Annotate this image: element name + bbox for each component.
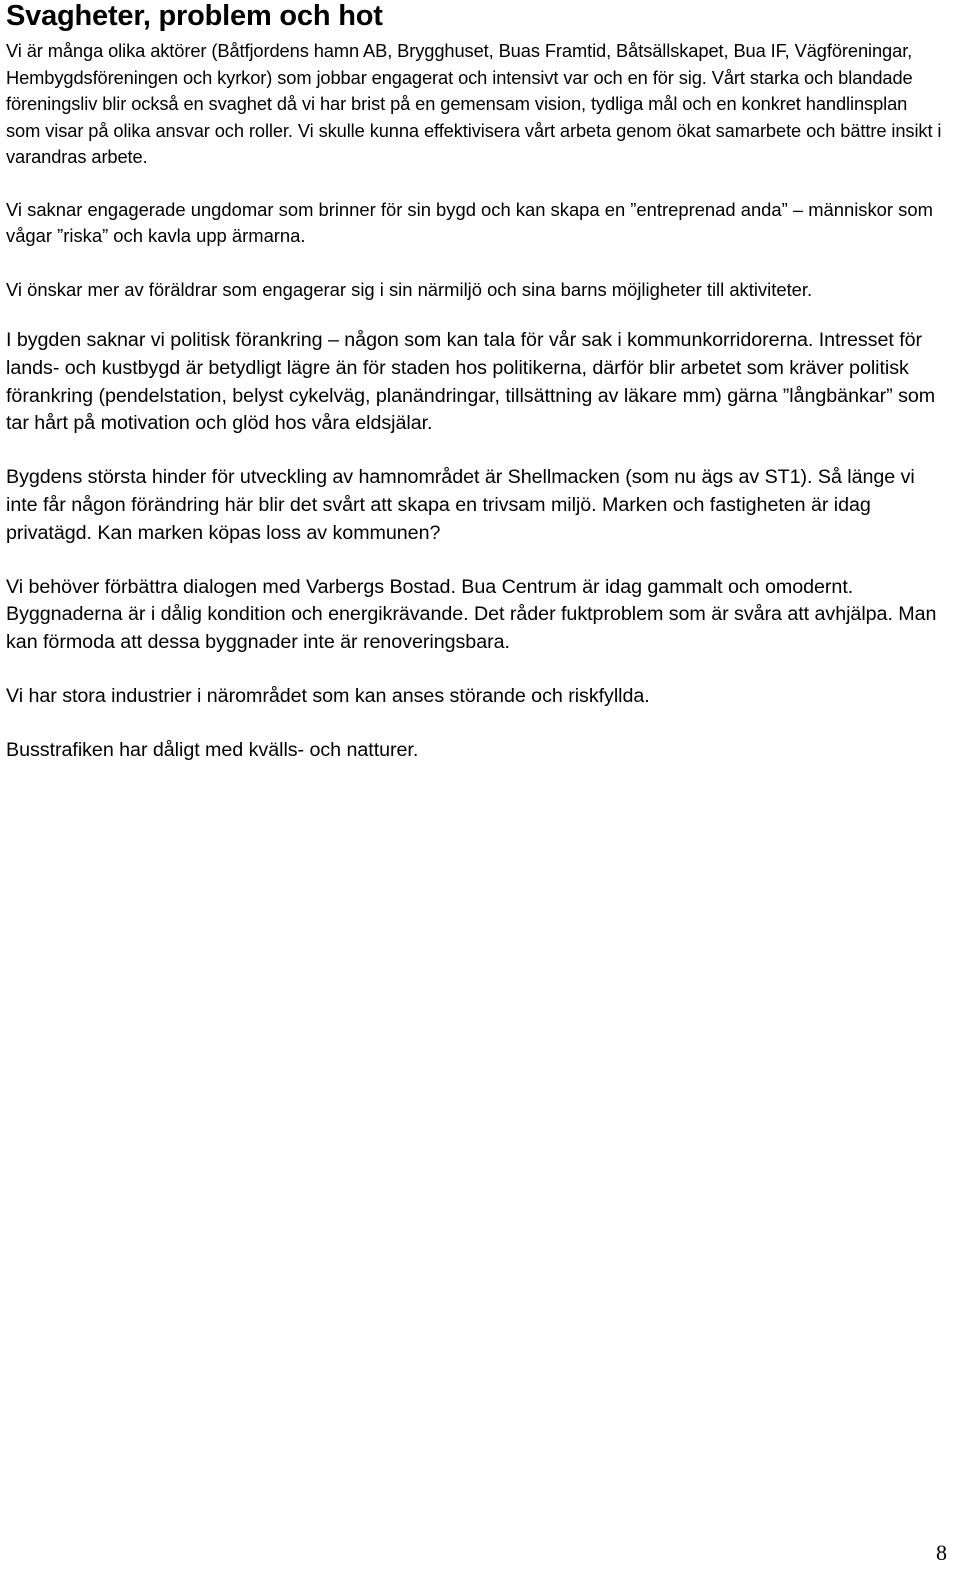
paragraph-shellmacken: Bygdens största hinder för utveckling av hamnområdet är Shellmacken (som nu ägs av ST1). Så länge vi inte får någon förändring här blir det svårt att skapa en trivsam miljö. Marken och fastigheten är idag privatägd. Kan marken köpas loss av kommunen? [6,466,915,544]
paragraph-actors: Vi är många olika aktörer (Båtfjordens hamn AB, Brygghuset, Buas Framtid, Båtsällskapet, Bua IF, Vägföreningar, Hembygdsföreningen och kyrkor) som jobbar engagerat och intensivt var och en för sig. Vårt starka och blandade föreningsliv blir också en svaghet då vi har brist på en gemensam vision, tydliga mål och en konkret handlinsplan som visar på olika ansvar och roller. Vi skulle kunna effektivisera vårt arbeta genom ökat samarbete och bättre insikt i varandras arbete. [6,40,942,167]
paragraph-politics: I bygden saknar vi politisk förankring – någon som kan tala för vår sak i kommunkorridorerna. Intresset för lands- och kustbygd är betydligt lägre än för staden hos politikerna, därför blir arbetet som kräver politisk förankring (pendelstation, belyst cykelväg, planändringar, tillsättning av läkare mm) gärna ”långbänkar” som tar hårt på motivation och glöd hos våra eldsjälar. [6,329,936,435]
paragraph-youth: Vi saknar engagerade ungdomar som brinner för sin bygd och kan skapa en ”entreprenad anda” – människor som vågar ”riska” och kavla upp ärmarna. [6,198,933,246]
paragraph-industry: Vi har stora industrier i närområdet som kan anses störande och riskfyllda. [6,684,650,707]
page-number: 8 [936,1540,947,1565]
document-page [6,0,946,765]
paragraph-bus: Busstrafiken har dåligt med kvälls- och natturer. [6,738,419,761]
paragraph-parents: Vi önskar mer av föräldrar som engagerar sig i sin närmiljö och sina barns möjligheter till aktiviteter. [6,278,813,300]
section-heading: Svagheter, problem och hot [6,0,383,32]
paragraph-housing: Vi behöver förbättra dialogen med Varbergs Bostad. Bua Centrum är idag gammalt och omodernt. Byggnaderna är i dålig kondition och energikrävande. Det råder fuktproblem som är svåra att avhjälpa. Man kan förmoda att dessa byggnader inte är renoveringsbara. [6,575,937,654]
